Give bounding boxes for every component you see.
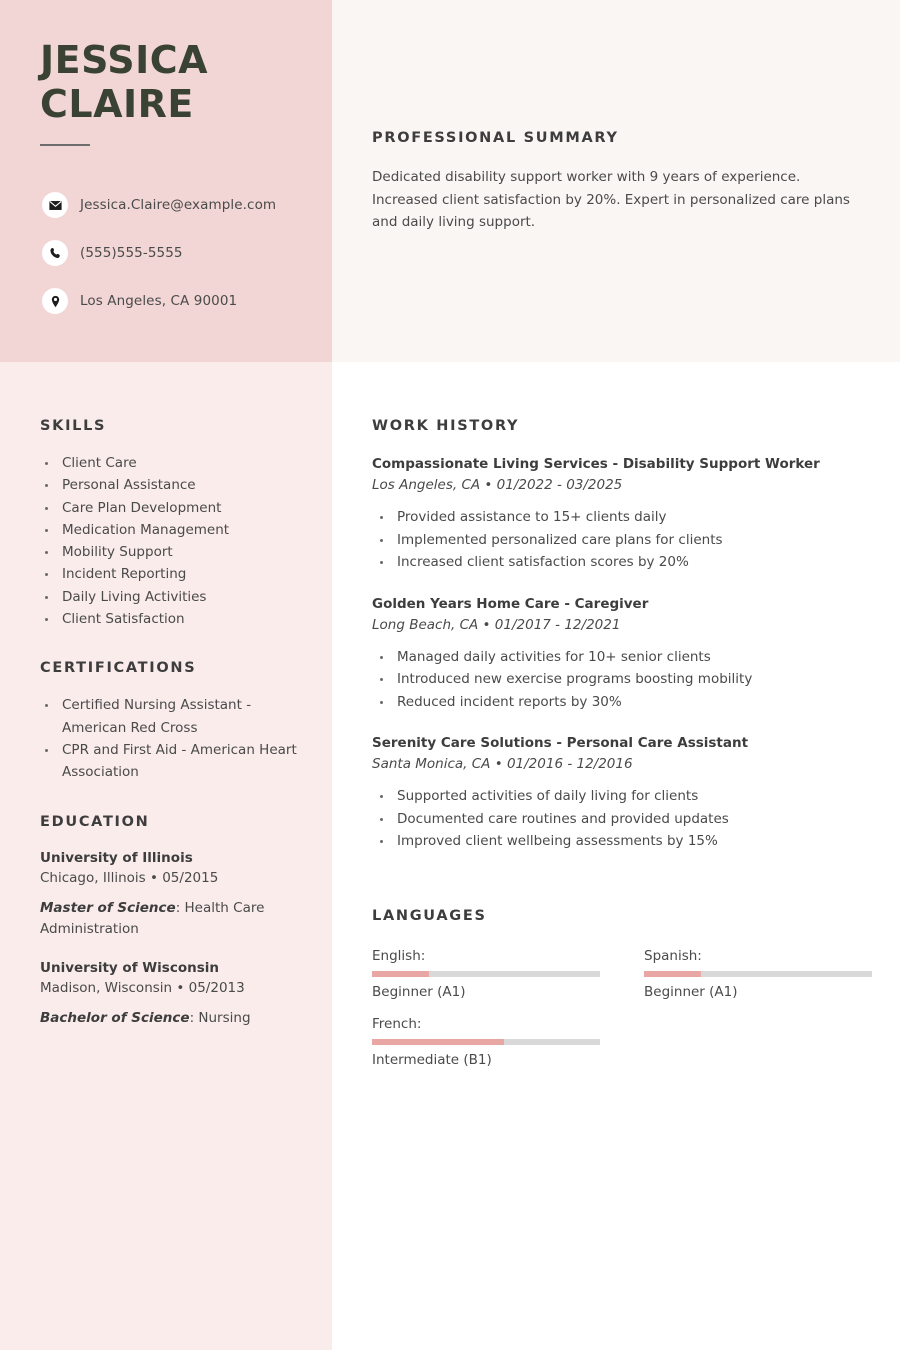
education-section xyxy=(40,814,302,1029)
education-degree xyxy=(40,898,302,940)
work-history-section xyxy=(372,418,872,873)
education-entry xyxy=(40,958,302,1029)
list-item: Documented care routines and provided updates xyxy=(372,808,872,831)
education-degree-name: Master of Science xyxy=(40,899,176,916)
list-item: Introduced new exercise programs boosting mobility xyxy=(372,668,872,691)
language-proficiency-track xyxy=(372,1039,600,1045)
certifications-heading: CERTIFICATIONS xyxy=(40,660,197,677)
education-heading: EDUCATION xyxy=(40,813,150,830)
language-name: Spanish: xyxy=(644,948,702,964)
job-bullets xyxy=(372,646,872,714)
phone-icon xyxy=(42,240,68,266)
language-level: Beginner (A1) xyxy=(644,984,738,1000)
job-title: Compassionate Living Services - Disability Support Worker xyxy=(372,456,820,472)
skills-section xyxy=(40,418,302,630)
contact-row-phone[interactable] xyxy=(42,236,322,270)
languages-section xyxy=(372,908,872,1082)
list-item: Implemented personalized care plans for clients xyxy=(372,529,872,552)
language-level: Beginner (A1) xyxy=(372,984,466,1000)
list-item: Supported activities of daily living for clients xyxy=(372,785,872,808)
summary-text: Dedicated disability support worker with 9 years of experience. Increased client satisfaction by 20%. Expert in personalized care plans and daily living support. xyxy=(372,169,850,230)
language-name: French: xyxy=(372,1016,422,1032)
language-proficiency-fill xyxy=(644,971,701,977)
identity-block xyxy=(40,38,310,146)
first-name: JESSICA xyxy=(40,38,209,82)
envelope-icon xyxy=(42,192,68,218)
education-entry xyxy=(40,848,302,940)
work-history-entry xyxy=(372,454,872,574)
education-school: University of Wisconsin xyxy=(40,959,219,976)
job-meta: Los Angeles, CA • 01/2022 - 03/2025 xyxy=(372,477,623,493)
language-name: English: xyxy=(372,948,426,964)
job-meta: Long Beach, CA • 01/2017 - 12/2021 xyxy=(372,616,621,633)
job-title: Serenity Care Solutions - Personal Care Assistant xyxy=(372,735,749,751)
contact-list xyxy=(42,188,322,332)
list-item: Incident Reporting xyxy=(40,563,302,585)
professional-summary-section xyxy=(372,130,872,234)
list-item: Care Plan Development xyxy=(40,497,302,519)
job-meta: Santa Monica, CA • 01/2016 - 12/2016 xyxy=(372,756,633,772)
list-item: Improved client wellbeing assessments by 15% xyxy=(372,830,872,853)
list-item: Certified Nursing Assistant - American Red Cross xyxy=(40,694,302,739)
education-degree-name: Bachelor of Science xyxy=(40,1009,190,1026)
skills-list xyxy=(40,452,302,630)
language-item-french xyxy=(372,1014,622,1070)
skills-heading: SKILLS xyxy=(40,418,107,434)
language-proficiency-fill xyxy=(372,971,429,977)
job-bullets xyxy=(372,506,872,574)
list-item: Personal Assistance xyxy=(40,474,302,496)
contact-phone-text: (555)555-5555 xyxy=(80,245,183,261)
language-proficiency-fill xyxy=(372,1039,504,1045)
list-item: Provided assistance to 15+ clients daily xyxy=(372,506,872,529)
education-meta: Madison, Wisconsin • 05/2013 xyxy=(40,979,245,996)
contact-row-email[interactable] xyxy=(42,188,322,222)
list-item: Increased client satisfaction scores by 20% xyxy=(372,551,872,574)
education-meta: Chicago, Illinois • 05/2015 xyxy=(40,869,219,886)
job-bullets xyxy=(372,785,872,853)
language-level: Intermediate (B1) xyxy=(372,1052,492,1068)
list-item: Daily Living Activities xyxy=(40,586,302,608)
languages-grid xyxy=(372,946,872,1082)
name-divider xyxy=(40,144,90,146)
list-item: Client Care xyxy=(40,452,302,474)
education-degree-field: : Health Care Administration xyxy=(40,899,265,937)
location-pin-icon xyxy=(42,288,68,314)
language-item-english xyxy=(372,946,622,1002)
contact-location-text: Los Angeles, CA 90001 xyxy=(80,293,238,309)
language-proficiency-track xyxy=(372,971,600,977)
certifications-section xyxy=(40,660,302,783)
certifications-list xyxy=(40,694,302,783)
language-item-spanish xyxy=(622,946,872,1002)
sidebar-content xyxy=(40,418,302,1059)
list-item: Managed daily activities for 10+ senior clients xyxy=(372,646,872,669)
list-item: CPR and First Aid - American Heart Association xyxy=(40,739,302,784)
contact-email-text: Jessica.Claire@example.com xyxy=(80,197,277,213)
summary-heading: PROFESSIONAL SUMMARY xyxy=(372,130,619,146)
language-proficiency-track xyxy=(644,971,872,977)
work-history-entry xyxy=(372,733,872,853)
list-item: Client Satisfaction xyxy=(40,608,302,630)
work-history-entry xyxy=(372,594,872,714)
education-degree-field: : Nursing xyxy=(189,1009,251,1026)
list-item: Reduced incident reports by 30% xyxy=(372,691,872,714)
list-item: Mobility Support xyxy=(40,541,302,563)
last-name: CLAIRE xyxy=(40,82,194,126)
work-history-heading: WORK HISTORY xyxy=(372,418,520,434)
list-item: Medication Management xyxy=(40,519,302,541)
education-degree xyxy=(40,1008,302,1029)
languages-heading: LANGUAGES xyxy=(372,908,487,924)
job-title: Golden Years Home Care - Caregiver xyxy=(372,595,649,612)
contact-row-location[interactable] xyxy=(42,284,322,318)
education-school: University of Illinois xyxy=(40,849,193,866)
